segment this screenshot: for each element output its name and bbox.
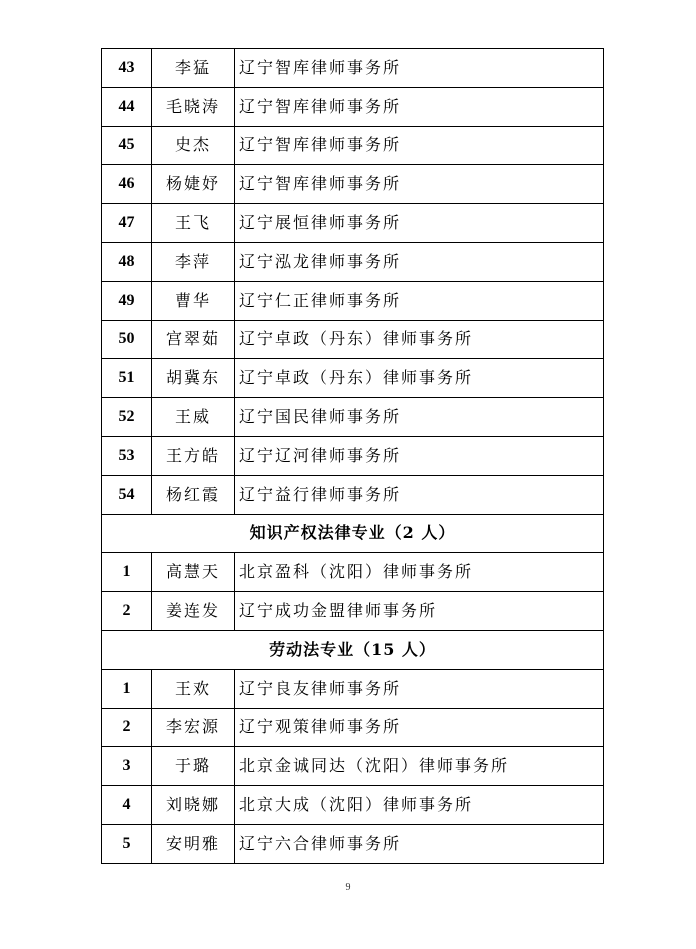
- table-row: [102, 320, 604, 359]
- law-firm-name: 北京金诚同达（沈阳）律师事务所: [235, 747, 604, 786]
- lawyer-name: 李猛: [152, 49, 235, 88]
- table-row: [102, 49, 604, 88]
- lawyer-name: 李萍: [152, 242, 235, 281]
- table-row: [102, 708, 604, 747]
- row-number: 50: [102, 320, 152, 359]
- lawyer-list-body: [102, 49, 604, 864]
- section-title: 知识产权法律专业（2 人）: [102, 514, 604, 553]
- lawyer-name: 王威: [152, 398, 235, 437]
- law-firm-name: 辽宁良友律师事务所: [235, 669, 604, 708]
- table-row: [102, 204, 604, 243]
- lawyer-name: 胡冀东: [152, 359, 235, 398]
- law-firm-name: 辽宁智库律师事务所: [235, 126, 604, 165]
- law-firm-name: 辽宁仁正律师事务所: [235, 281, 604, 320]
- row-number: 46: [102, 165, 152, 204]
- row-number: 47: [102, 204, 152, 243]
- lawyer-name: 王欢: [152, 669, 235, 708]
- table-row: [102, 475, 604, 514]
- law-firm-name: 辽宁益行律师事务所: [235, 475, 604, 514]
- table-row: [102, 126, 604, 165]
- table-row: [102, 669, 604, 708]
- table-row: [102, 165, 604, 204]
- lawyer-name: 于璐: [152, 747, 235, 786]
- row-number: 53: [102, 436, 152, 475]
- law-firm-name: 辽宁卓政（丹东）律师事务所: [235, 320, 604, 359]
- lawyer-name: 王方皓: [152, 436, 235, 475]
- law-firm-name: 北京盈科（沈阳）律师事务所: [235, 553, 604, 592]
- table-row: [102, 242, 604, 281]
- section-header-row: [102, 630, 604, 669]
- lawyer-name: 安明雅: [152, 824, 235, 863]
- row-number: 2: [102, 592, 152, 631]
- lawyer-name: 高慧天: [152, 553, 235, 592]
- lawyer-name: 姜连发: [152, 592, 235, 631]
- page-number: 9: [345, 882, 351, 893]
- row-number: 5: [102, 824, 152, 863]
- row-number: 44: [102, 87, 152, 126]
- table-row: [102, 359, 604, 398]
- law-firm-name: 辽宁展恒律师事务所: [235, 204, 604, 243]
- section-title: 劳动法专业（15 人）: [102, 630, 604, 669]
- row-number: 49: [102, 281, 152, 320]
- row-number: 4: [102, 786, 152, 825]
- lawyer-name: 李宏源: [152, 708, 235, 747]
- section-header-row: [102, 514, 604, 553]
- law-firm-name: 辽宁智库律师事务所: [235, 49, 604, 88]
- law-firm-name: 辽宁国民律师事务所: [235, 398, 604, 437]
- law-firm-name: 辽宁智库律师事务所: [235, 165, 604, 204]
- table-row: [102, 592, 604, 631]
- table-row: [102, 747, 604, 786]
- row-number: 51: [102, 359, 152, 398]
- lawyer-name: 杨红霞: [152, 475, 235, 514]
- lawyer-name: 曹华: [152, 281, 235, 320]
- row-number: 1: [102, 669, 152, 708]
- row-number: 3: [102, 747, 152, 786]
- table-row: [102, 87, 604, 126]
- row-number: 52: [102, 398, 152, 437]
- lawyer-name: 刘晓娜: [152, 786, 235, 825]
- lawyer-list-table: [101, 48, 604, 864]
- row-number: 43: [102, 49, 152, 88]
- lawyer-name: 毛晓涛: [152, 87, 235, 126]
- row-number: 1: [102, 553, 152, 592]
- law-firm-name: 辽宁卓政（丹东）律师事务所: [235, 359, 604, 398]
- row-number: 2: [102, 708, 152, 747]
- law-firm-name: 辽宁成功金盟律师事务所: [235, 592, 604, 631]
- law-firm-name: 辽宁辽河律师事务所: [235, 436, 604, 475]
- table-row: [102, 786, 604, 825]
- lawyer-name: 宫翠茹: [152, 320, 235, 359]
- table-row: [102, 281, 604, 320]
- law-firm-name: 北京大成（沈阳）律师事务所: [235, 786, 604, 825]
- law-firm-name: 辽宁泓龙律师事务所: [235, 242, 604, 281]
- lawyer-name: 王飞: [152, 204, 235, 243]
- row-number: 54: [102, 475, 152, 514]
- lawyer-name: 杨婕妤: [152, 165, 235, 204]
- law-firm-name: 辽宁观策律师事务所: [235, 708, 604, 747]
- row-number: 45: [102, 126, 152, 165]
- law-firm-name: 辽宁智库律师事务所: [235, 87, 604, 126]
- table-row: [102, 436, 604, 475]
- table-row: [102, 824, 604, 863]
- law-firm-name: 辽宁六合律师事务所: [235, 824, 604, 863]
- row-number: 48: [102, 242, 152, 281]
- table-row: [102, 553, 604, 592]
- table-row: [102, 398, 604, 437]
- lawyer-name: 史杰: [152, 126, 235, 165]
